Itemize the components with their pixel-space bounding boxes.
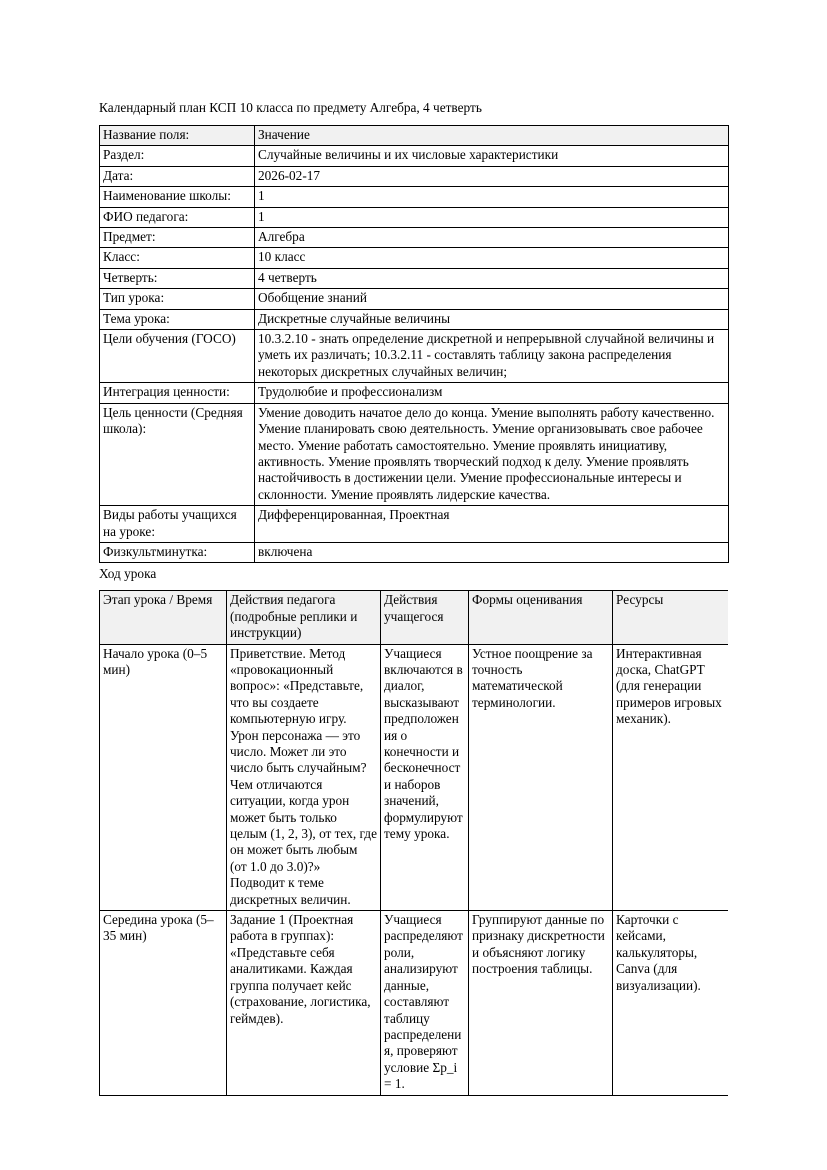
header-cell-stage: Этап урока / Время <box>100 591 227 644</box>
table-row <box>100 309 729 329</box>
table-row <box>100 506 729 543</box>
header-cell-teacher-actions: Действия педагога (подробные реплики и инструкции) <box>227 591 381 644</box>
row-label: Физкультминутка: <box>100 542 255 562</box>
cell-assessment: Устное поощрение за точность математической терминологии. <box>469 644 613 911</box>
row-label: Предмет: <box>100 228 255 248</box>
table-row <box>100 383 729 403</box>
row-value: Обобщение знаний <box>255 289 729 309</box>
row-value: Трудолюбие и профессионализм <box>255 383 729 403</box>
table-row <box>100 166 729 186</box>
row-value: Дифференцированная, Проектная <box>255 506 729 543</box>
row-label: Дата: <box>100 166 255 186</box>
row-value: Случайные величины и их числовые характеристики <box>255 146 729 166</box>
row-value: включена <box>255 542 729 562</box>
row-label: Тип урока: <box>100 289 255 309</box>
lesson-info-body <box>100 126 729 563</box>
row-value: 2026-02-17 <box>255 166 729 186</box>
table-header-row <box>100 126 729 146</box>
row-value: 1 <box>255 187 729 207</box>
table-row <box>100 187 729 207</box>
row-label: Четверть: <box>100 268 255 288</box>
header-cell-field: Название поля: <box>100 126 255 146</box>
lesson-flow-body <box>100 591 729 1095</box>
row-label: Класс: <box>100 248 255 268</box>
table-row <box>100 403 729 505</box>
cell-stage: Середина урока (5–35 мин) <box>100 911 227 1095</box>
row-label: Виды работы учащихся на уроке: <box>100 506 255 543</box>
cell-teacher-actions: Задание 1 (Проектная работа в группах): «Представьте себя аналитиками. Каждая группа получает кейс (страхование, логистика, геймдев). <box>227 911 381 1095</box>
row-value: Дискретные случайные величины <box>255 309 729 329</box>
row-value: 1 <box>255 207 729 227</box>
header-cell-student-actions: Действия учащегося <box>381 591 469 644</box>
row-label: Наименование школы: <box>100 187 255 207</box>
cell-teacher-actions: Приветствие. Метод «провокационный вопрос»: «Представьте, что вы создаете компьютерную игру. Урон персонажа — это число. Может ли это число быть случайным? Чем отличаются ситуации, когда урон может быть только целым (1, 2, 3), от тех, где он может быть любым (от 1.0 до 3.0)?» Подводит к теме дискретных величин. <box>227 644 381 911</box>
row-label: Интеграция ценности: <box>100 383 255 403</box>
row-value: 10.3.2.10 - знать определение дискретной и непрерывной случайной величины и уметь их различать; 10.3.2.11 - составлять таблицу закона распределения некоторых дискретных случайных величин; <box>255 330 729 383</box>
header-cell-assessment: Формы оценивания <box>469 591 613 644</box>
cell-stage: Начало урока (0–5 мин) <box>100 644 227 911</box>
cell-student-actions: Учащиеся включаются в диалог, высказывают предположения о конечности и бесконечности наборов значений, формулируют тему урока. <box>381 644 469 911</box>
section-heading-lesson-flow: Ход урока <box>99 566 157 582</box>
cell-assessment: Группируют данные по признаку дискретности и объясняют логику построения таблицы. <box>469 911 613 1095</box>
table-row <box>100 248 729 268</box>
table-row <box>100 911 729 1095</box>
table-row <box>100 146 729 166</box>
row-value: Алгебра <box>255 228 729 248</box>
table-row <box>100 207 729 227</box>
row-label: Тема урока: <box>100 309 255 329</box>
cell-resources: Интерактивная доска, ChatGPT (для генерации примеров игровых механик). <box>613 644 729 911</box>
page-title: Календарный план КСП 10 класса по предмету Алгебра, 4 четверть <box>99 100 482 115</box>
table-row <box>100 644 729 911</box>
cell-student-actions: Учащиеся распределяют роли, анализируют данные, составляют таблицу распределения, проверяют условие Σp_i = 1. <box>381 911 469 1095</box>
table-row <box>100 228 729 248</box>
table-row <box>100 330 729 383</box>
cell-resources: Карточки с кейсами, калькуляторы, Canva (для визуализации). <box>613 911 729 1095</box>
row-label: Цели обучения (ГОСО) <box>100 330 255 383</box>
table-header-row <box>100 591 729 644</box>
lesson-info-table <box>99 125 729 563</box>
row-value: 10 класс <box>255 248 729 268</box>
row-label: Цель ценности (Средняя школа): <box>100 403 255 505</box>
header-cell-value: Значение <box>255 126 729 146</box>
lesson-flow-table-clip <box>99 590 728 1105</box>
table-row <box>100 268 729 288</box>
row-value: 4 четверть <box>255 268 729 288</box>
lesson-flow-table <box>99 590 728 1095</box>
row-label: ФИО педагога: <box>100 207 255 227</box>
row-label: Раздел: <box>100 146 255 166</box>
table-row <box>100 542 729 562</box>
row-value: Умение доводить начатое дело до конца. Умение выполнять работу качественно. Умение планировать свою деятельность. Умение организовывать свое рабочее место. Умение работать самостоятельно. Умение проявлять инициативу, активность. Умение проявлять творческий подход к делу. Умение проявлять настойчивость в достижении цели. Умение профессиональные интересы и склонности. Умение проявлять лидерские качества. <box>255 403 729 505</box>
header-cell-resources: Ресурсы <box>613 591 729 644</box>
table-row <box>100 289 729 309</box>
